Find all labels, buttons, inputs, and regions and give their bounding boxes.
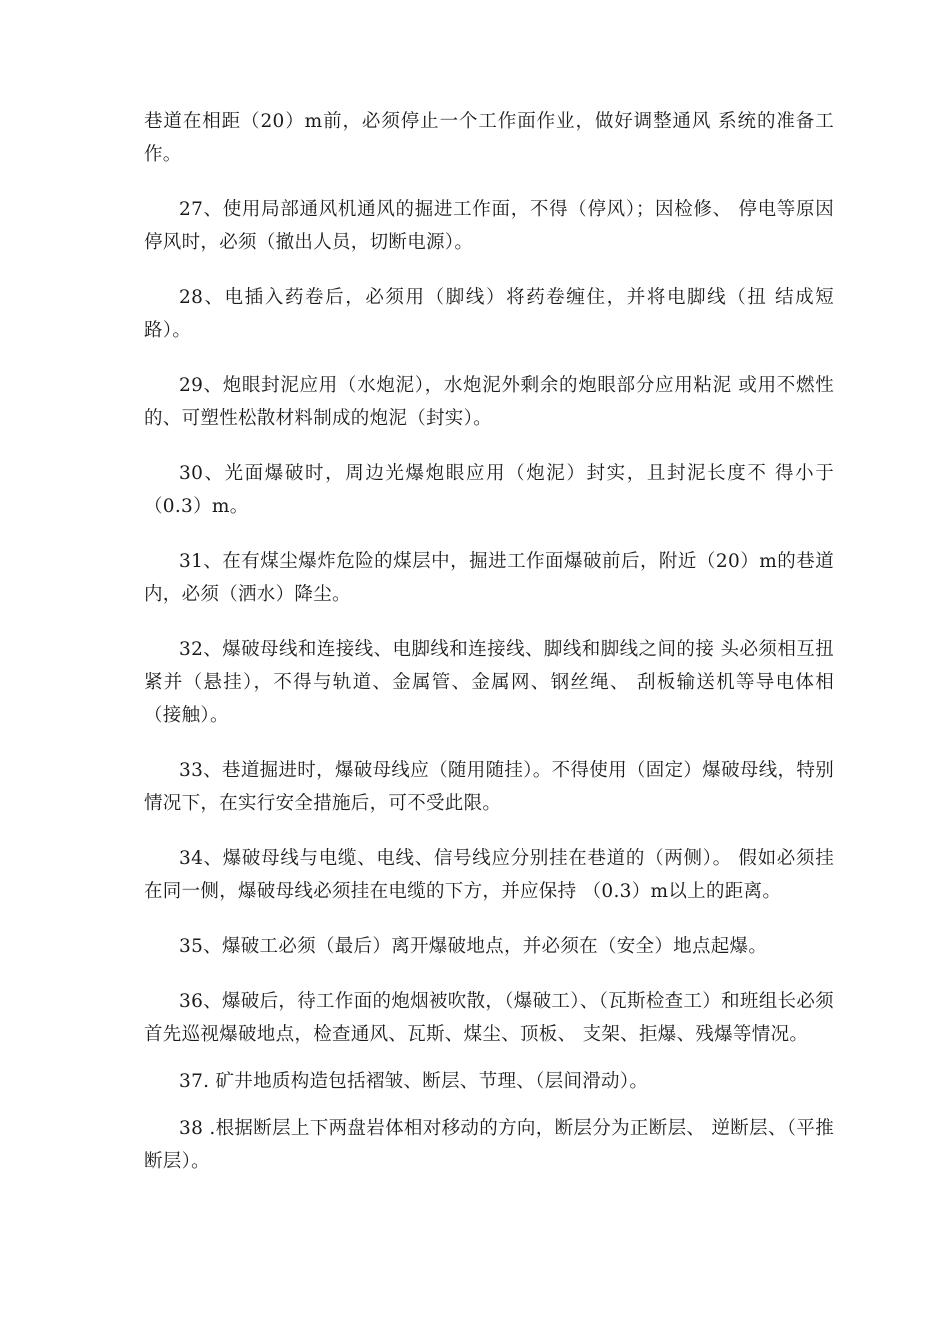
paragraph-item-38: 38 .根据断层上下两盘岩体相对移动的方向，断层分为正断层、 逆断层、（平推断层）。 xyxy=(144,1118,834,1172)
paragraph-item-30: 30、光面爆破时，周边光爆炮眼应用（炮泥）封实，且封泥长度不 得小于（0.3）m。 xyxy=(144,463,834,517)
paragraph-continuation: 巷道在相距（20）m前，必须停止一个工作面作业，做好调整通风 系统的准备工作。 xyxy=(144,111,834,165)
paragraph-item-32: 32、爆破母线和连接线、电脚线和连接线、脚线和脚线之间的接 头必须相互扭紧并（悬挂），不得与轨道、金属管、金属网、钢丝绳、 刮板输送机等导电体相（接触）。 xyxy=(144,639,834,726)
paragraph-item-27: 27、使用局部通风机通风的掘进工作面，不得（停风）；因检修、 停电等原因停风时，必须（撤出人员，切断电源）。 xyxy=(144,199,834,253)
paragraph-item-34: 34、爆破母线与电缆、电线、信号线应分别挂在巷道的（两侧）。 假如必须挂在同一侧，爆破母线必须挂在电缆的下方，并应保持 （0.3）m以上的距离。 xyxy=(144,848,834,902)
document-body xyxy=(144,105,834,1200)
paragraph-item-35: 35、爆破工必须（最后）离开爆破地点，并必须在（安全）地点起爆。 xyxy=(179,936,768,957)
paragraph-item-29: 29、炮眼封泥应用（水炮泥），水炮泥外剩余的炮眼部分应用粘泥 或用不燃性的、可塑性松散材料制成的炮泥（封实）。 xyxy=(144,375,834,429)
paragraph-item-37: 37. 矿井地质构造包括褶皱、断层、节理、（层间滑动）。 xyxy=(179,1071,649,1092)
paragraph-item-31: 31、在有煤尘爆炸危险的煤层中，掘进工作面爆破前后，附近（20）m的巷道内，必须（洒水）降尘。 xyxy=(144,551,834,605)
paragraph-item-36: 36、爆破后，待工作面的炮烟被吹散，（爆破工）、（瓦斯检查工）和班组长必须首先巡视爆破地点，检查通风、瓦斯、煤尘、顶板、 支架、拒爆、残爆等情况。 xyxy=(144,991,834,1045)
paragraph-item-33: 33、巷道掘进时，爆破母线应（随用随挂）。不得使用（固定）爆破母线，特别情况下，在实行安全措施后，可不受此限。 xyxy=(144,760,834,814)
paragraph-item-28: 28、电插入药卷后，必须用（脚线）将药卷缠住，并将电脚线（扭 结成短路）。 xyxy=(144,287,834,341)
